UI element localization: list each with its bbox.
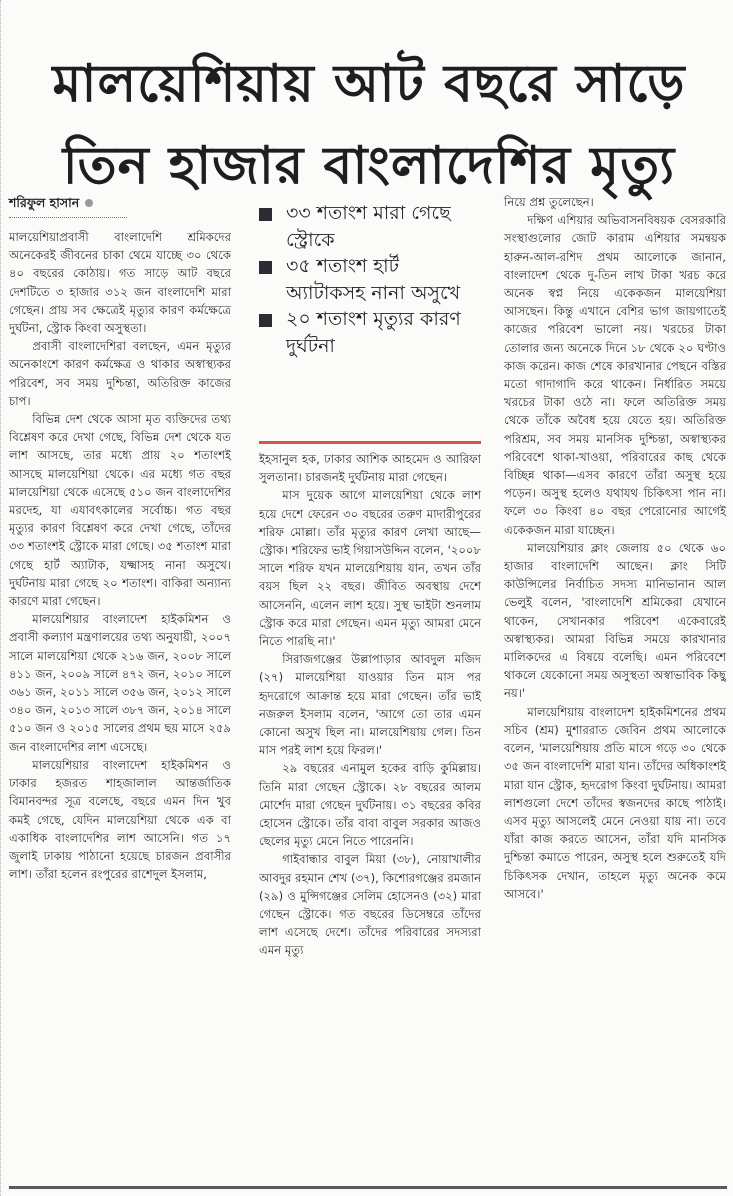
square-bullet-icon [259, 208, 272, 221]
highlight-item [259, 200, 481, 253]
byline-divider [9, 217, 127, 218]
paragraph: দক্ষিণ এশিয়ার অভিবাসনবিষয়ক বেসরকারি সংস্থাগুলোর জোট কারাম এশিয়ার সমন্বয়ক হারুন-আল-রশিদ প্রথম আলোকে জানান, বাংলাদেশ থেকে দু-তিন লাখ টাকা খরচ করে অনেক স্বপ্ন নিয়ে একেকজন মালয়েশিয়া আসছেন। কিন্তু এখানে বেশির ভাগ জায়গাতেই কাজের পরিবেশ ভালো নয়। খরচের টাকা তোলার জন্য অনেকে দিনে ১৮ থেকে ২০ ঘণ্টাও কাজ করেন। কাজ শেষে কারখানার পেছনে বস্তির মতো গাদাগাদি করে থাকেন। নির্ধারিত সময়ে খরচের টাকা ওঠে না। ফলে অতিরিক্ত সময় থেকে তাঁকে অবৈধ হয়ে যেতে হয়। অতিরিক্ত পরিশ্রম, সব সময় মানসিক দুশ্চিন্তা, অস্বাস্থ্যকর পরিবেশে থাকা-খাওয়া, পরিবারের কাছ থেকে বিচ্ছিন্ন থাকা—এসব কারণে তাঁরা অসুস্থ হয়ে পড়েন। অসুস্থ হলেও যথাযথ চিকিৎসা পান না। ফলে ৩০ কিংবা ৪০ বছর পেরোনোর আগেই একেকজন মারা যাচ্ছেন। [504, 213, 726, 537]
paragraph: ইহসানুল হক, ঢাকার আশিক আহমেদ ও আরিফা সুলতানা। চারজনই দুর্ঘটনায় মারা গেছেন। [259, 452, 481, 485]
highlight-text: ২০ শতাংশ মৃত্যুর কারণ দুর্ঘটনা [286, 308, 461, 357]
highlights-box [259, 200, 481, 359]
square-bullet-icon [259, 314, 272, 327]
paragraph: বিভিন্ন দেশ থেকে আসা মৃত ব্যক্তিদের তথ্য বিশ্লেষণ করে দেখা গেছে, বিভিন্ন দেশ থেকে যত লাশ আসছে, তার মধ্যে প্রায় ২০ শতাংশই আসছে মালয়েশিয়া থেকে। এর মধ্যে গত বছর মালয়েশিয়া থেকে এসেছে ৫১০ জন বাংলাদেশির মরদেহ, যা এযাবৎকালের সর্বোচ্চ। গত বছর মৃত্যুর কারণ বিশ্লেষণ করে দেখা গেছে, তাঁদের ৩৩ শতাংশই স্ট্রোকে মারা গেছে। ৩৫ শতাংশ মারা গেছে হার্ট অ্যাটাক, যক্ষ্মাসহ নানা অসুখে। দুর্ঘটনায় মারা গেছে ২০ শতাংশ। বাকিরা অন্যান্য কারণে মারা গেছেন। [9, 412, 231, 609]
paragraph: মালয়েশিয়ায় বাংলাদেশ হাইকমিশনের প্রথম সচিব (শ্রম) মুশাররাত জেবিন প্রথম আলোকে বলেন, 'মালয়েশিয়ায় প্রতি মাসে গড়ে ৩০ থেকে ৩৫ জন বাংলাদেশি মারা যান। তাঁদের অধিকাংশই মারা যান স্ট্রোক, হৃদরোগ কিংবা দুর্ঘটনায়। আমরা লাশগুলো দেশে তাঁদের স্বজনদের কাছে পাঠাই। এসব মৃত্যু আসলেই মেনে নেওয়া যায় না। তবে যাঁরা কাজ করতে আসেন, তাঁরা যদি মানসিক দুশ্চিন্তা কমাতে পারেন, অসুস্থ হলে শুরুতেই যদি চিকিৎসক দেখান, তাহলে মৃত্যু অনেক কমে আসবে।' [504, 704, 726, 901]
paragraph: প্রবাসী বাংলাদেশিরা বলছেন, এমন মৃত্যুর অনেকাংশে কারণ কর্মক্ষেত্র ও থাকার অস্বাস্থ্যকর পরিবেশ, সব সময় দুশ্চিন্তা, অতিরিক্ত কাজের চাপ। [9, 339, 231, 408]
paragraph: নিয়ে প্রশ্ন তুলেছেন। [504, 195, 594, 209]
paragraph: গাইবান্ধার বাবুল মিয়া (৩৮), নোয়াখালীর আবদুর রহমান শেখ (৩৭), কিশোরগঞ্জের রমজান (২৯) ও মুন্সিগঞ্জের সেলিম হোসেনও (৩২) মারা গেছেন স্ট্রোকে। গত বছরের ডিসেম্বরে তাঁদের লাশ এসেছে দেশে। তাঁদের পরিবারের সদস্যরা এমন মৃত্যু [259, 852, 481, 958]
bottom-divider [9, 1186, 727, 1189]
article-column-3 [504, 193, 726, 903]
paragraph: মালয়েশিয়ার ক্লাং জেলায় ৫০ থেকে ৬০ হাজার বাংলাদেশি আছেন। ক্লাং সিটি কাউন্সিলের নির্বাচিত সদস্য মানিভানান আল ভেলুই বলেন, 'বাংলাদেশি শ্রমিকেরা যেখানে থাকেন, সেখানকার পরিবেশ একেবারেই অস্বাস্থ্যকর। আমরা বিভিন্ন সময়ে কারখানার মালিকদের এ বিষয়ে বলেছি। এমন পরিবেশে থাকলে যেকোনো সময় অসুস্থতা অস্বাভাবিক কিছু নয়।' [504, 540, 726, 701]
paragraph: মাস দুয়েক আগে মালয়েশিয়া থেকে লাশ হয়ে দেশে ফেরেন ৩০ বছরের তরুণ মাদারীপুরের শরিফ মোল্লা। তাঁর মৃত্যুর কারণ লেখা আছে—স্ট্রোক। শরিফের ভাই গিয়াসউদ্দিন বলেন, '২০০৮ সালে শরিফ যখন মালয়েশিয়ায় যান, তখন তাঁর বয়স ছিল ২২ বছর। জীবিত অবস্থায় দেশে আসেননি, এলেন লাশ হয়ে। সুস্থ ভাইটা শুনলাম স্ট্রোক করে মারা গেছেন। এমন মৃত্যু আমরা মেনে নিতে পারছি না।' [259, 488, 481, 649]
highlight-text: ৩৩ শতাংশ মারা গেছে স্ট্রোকে [286, 202, 451, 251]
highlight-text: ৩৫ শতাংশ হার্ট অ্যাটাকসহ নানা অসুখে [286, 255, 461, 304]
paragraph: মালয়েশিয়ার বাংলাদেশ হাইকমিশন ও ঢাকার হজরত শাহজালাল আন্তর্জাতিক বিমানবন্দর সূত্র বলেছে, বছরে এমন দিন খুব কমই গেছে, যেদিন মালয়েশিয়া থেকে এক বা একাধিক বাংলাদেশির লাশ আসেনি। গত ১৭ জুলাই ঢাকায় পাঠানো হয়েছে চারজন প্রবাসীর লাশ। তাঁরা হলেন রংপুরের রাশেদুল ইসলাম, [9, 757, 231, 882]
paragraph: ২৯ বছরের এনামুল হকের বাড়ি কুমিল্লায়। তিনি মারা গেছেন স্ট্রোকে। ২৮ বছরের আলম মোর্শেদ মারা গেছেন দুর্ঘটনায়। ৩১ বছরের কবির হোসেন স্ট্রোকে। তাঁর বাবা বাবুল সরকার আজও ছেলের মৃত্যু মেনে নিতে পারেননি। [259, 761, 481, 849]
highlight-item [259, 253, 481, 306]
headline-line-2: তিন হাজার বাংলাদেশির মৃত্যু [62, 136, 676, 197]
highlights-divider [259, 441, 481, 444]
byline [9, 193, 231, 213]
article-column-2 [259, 450, 481, 960]
paragraph: সিরাজগঞ্জের উল্লাপাড়ার আবদুল মজিদ (২৭) মালয়েশিয়া যাওয়ার তিন মাস পর হৃদরোগে আক্রান্ত হয়ে মারা গেছেন। তাঁর ভাই নজরুল ইসলাম বলেন, 'আগে তো তার এমন কোনো অসুখ ছিল না। মালয়েশিয়ায় গেল। তিন মাস পরই লাশ হয়ে ফিরল।' [259, 652, 481, 758]
highlight-item [259, 306, 481, 359]
paragraph: মালয়েশিয়ার বাংলাদেশ হাইকমিশন ও প্রবাসী কল্যাণ মন্ত্রণালয়ের তথ্য অনুযায়ী, ২০০৭ সালে মালয়েশিয়া থেকে ২১৬ জন, ২০০৮ সালে ৪১১ জন, ২০০৯ সালে ৪৭২ জন, ২০১০ সালে ৩৬১ জন, ২০১১ সালে ৩৫৬ জন, ২০১২ সালে ৩৪০ জন, ২০১৩ সালে ৩৮৭ জন, ২০১৪ সালে ৫১০ জন ও ২০১৫ সালের প্রথম ছয় মাসে ২৫৯ জন বাংলাদেশির লাশ এসেছে। [9, 612, 231, 754]
article-column-1 [9, 193, 231, 883]
paragraph: মালয়েশিয়াপ্রবাসী বাংলাদেশি শ্রমিকদের অনেকেরই জীবনের চাকা থেমে যাচ্ছে ৩০ থেকে ৪০ বছরের কোঠায়। গত সাড়ে আট বছরে দেশটিতে ৩ হাজার ৩১২ জন বাংলাদেশি মারা গেছেন। প্রায় সব ক্ষেত্রেই মৃত্যুর কারণ কর্মক্ষেত্রে দুর্ঘটনা, স্ট্রোক কিংবা অসুস্থতা। [9, 230, 231, 336]
square-bullet-icon [259, 261, 272, 274]
headline-line-1: মালয়েশিয়ায় আট বছরে সাড়ে [52, 54, 686, 115]
author-name: শরিফুল হাসান [9, 194, 80, 210]
headline [13, 43, 725, 207]
bullet-dot-icon [85, 199, 93, 207]
